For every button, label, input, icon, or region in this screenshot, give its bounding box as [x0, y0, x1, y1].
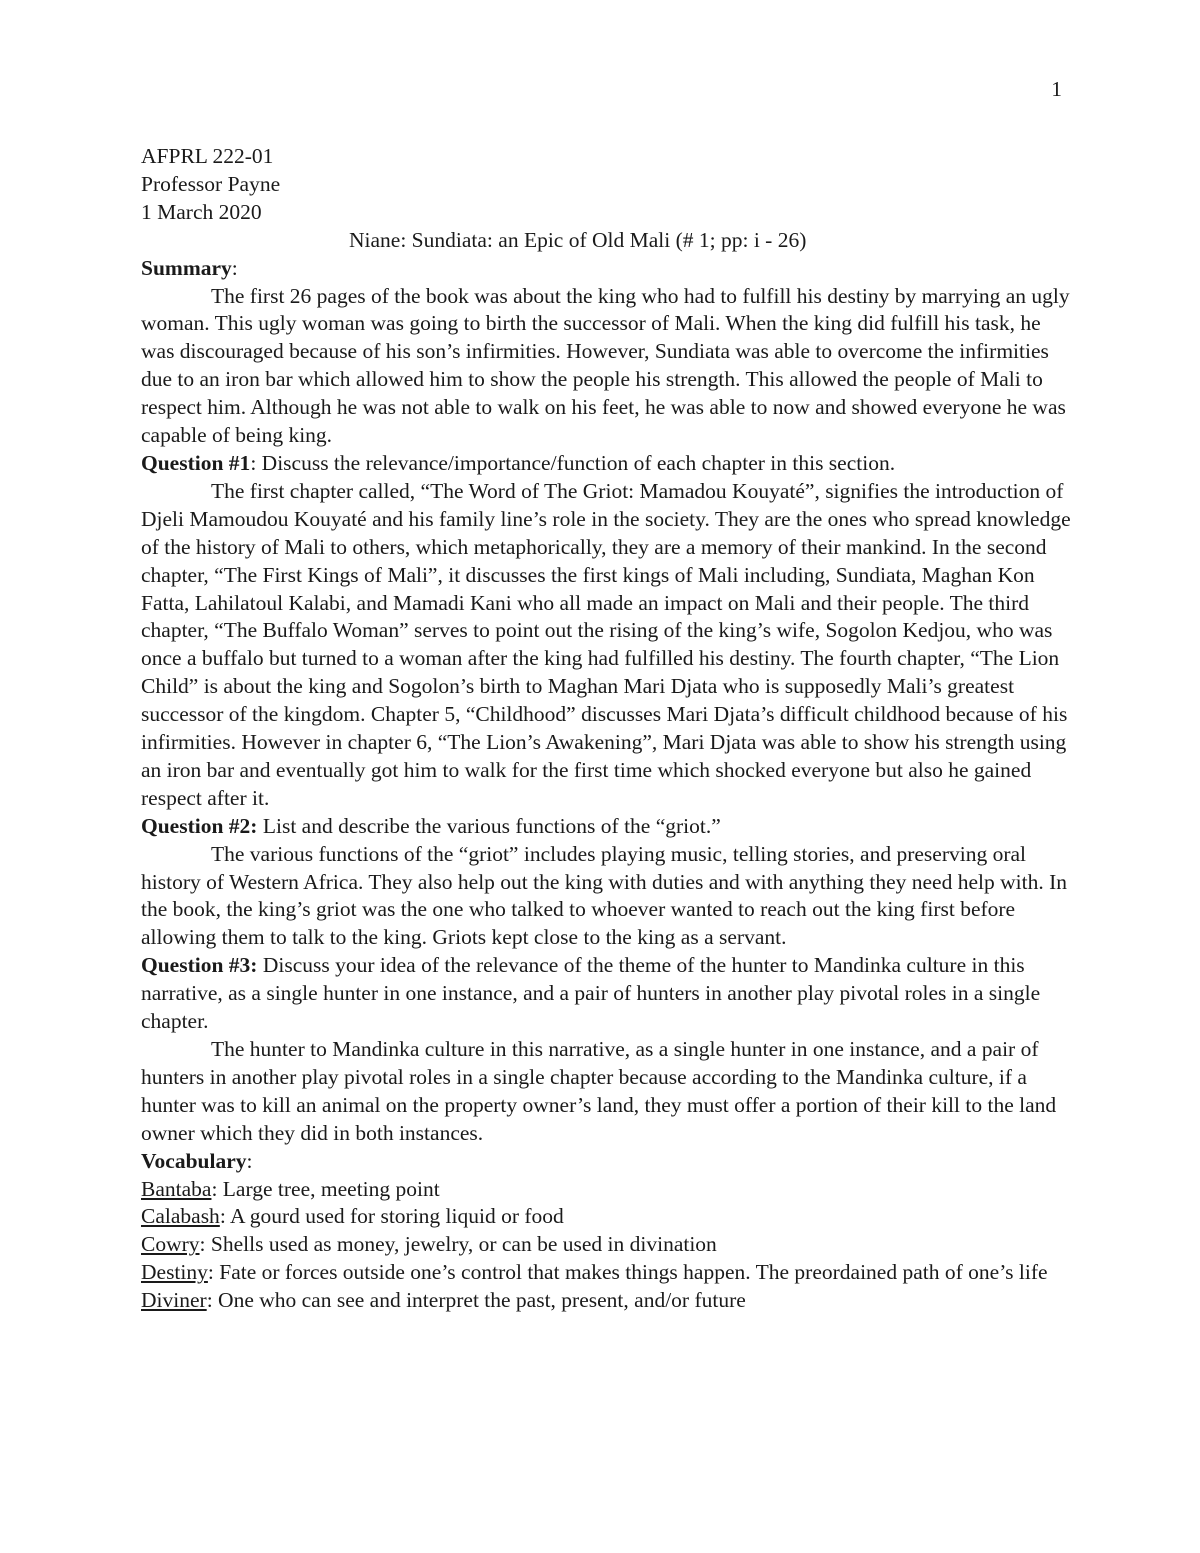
page-number: 1	[1051, 77, 1062, 101]
vocab-item-diviner	[141, 1287, 1071, 1315]
vocab-item-destiny	[141, 1259, 1071, 1287]
question-3-prompt	[141, 952, 1071, 1036]
vocab-item-calabash	[141, 1203, 1071, 1231]
vocab-definition: : Fate or forces outside one’s control that makes things happen. The preordained path of one’s life	[207, 1260, 1048, 1285]
vocabulary-heading-label: Vocabulary	[141, 1148, 247, 1173]
course-line: AFPRL 222-01	[141, 144, 274, 168]
question-2-text: List and describe the various functions of the “griot.”	[257, 813, 721, 838]
question-3-label: Question #3:	[141, 953, 258, 978]
document-body	[141, 143, 1071, 1315]
document-title: Niane: Sundiata: an Epic of Old Mali (# 1; pp: i - 26)	[349, 227, 807, 252]
question-1-prompt	[141, 450, 1071, 478]
question-2-answer: The various functions of the “griot” includes playing music, telling stories, and preserving oral history of Western Africa. They also help out the king with duties and with anything they need help with. In the book, the king’s griot was the one who talked to whoever wanted to reach out the king first before allowing them to talk to the king. Griots kept close to the king as a servant.	[141, 841, 1067, 950]
question-2-label: Question #2:	[141, 813, 258, 838]
vocab-term: Bantaba	[141, 1176, 212, 1201]
question-1-text: : Discuss the relevance/importance/function of each chapter in this section.	[250, 450, 896, 475]
summary-heading-suffix: :	[231, 255, 238, 280]
vocab-term: Destiny	[141, 1260, 208, 1285]
question-3-answer: The hunter to Mandinka culture in this narrative, as a single hunter in one instance, and a pair of hunters in another play pivotal roles in a single chapter because according to the Mandinka culture, if a hunter was to kill an animal on the property owner’s land, they must offer a portion of their kill to the land owner which they did in both instances.	[141, 1037, 1057, 1145]
question-1-label: Question #1	[141, 450, 251, 475]
vocab-item-bantaba	[141, 1176, 1071, 1204]
summary-heading	[141, 255, 1071, 283]
date-line: 1 March 2020	[141, 199, 262, 224]
vocabulary-heading-suffix: :	[246, 1148, 253, 1173]
summary-heading-label: Summary	[141, 255, 232, 280]
vocab-item-cowry	[141, 1231, 1071, 1259]
vocab-term: Calabash	[141, 1204, 220, 1229]
question-2-prompt	[141, 813, 1071, 841]
vocabulary-heading	[141, 1148, 1071, 1176]
vocab-term: Cowry	[141, 1232, 200, 1257]
vocab-definition: : Large tree, meeting point	[211, 1176, 440, 1201]
professor-line: Professor Payne	[141, 171, 281, 196]
question-1-answer: The first chapter called, “The Word of The Griot: Mamadou Kouyaté”, signifies the introduction of Djeli Mamoudou Kouyaté and his family line’s role in the society. They are the ones who spread knowledge of the history of Mali to others, which metaphorically, they are a memory of their mankind. In the second chapter, “The First Kings of Mali”, it discusses the first kings of Mali including, Sundiata, Maghan Kon Fatta, Lahilatoul Kalabi, and Mamadi Kani who all made an impact on Mali and their people. The third chapter, “The Buffalo Woman” serves to point out the rising of the king’s wife, Sogolon Kedjou, who was once a buffalo but turned to a woman after the king had fulfilled his destiny. The fourth chapter, “The Lion Child” is about the king and Sogolon’s birth to Maghan Mari Djata who is supposedly Mali’s greatest successor of the kingdom. Chapter 5, “Childhood” discusses Mari Djata’s difficult childhood because of his infirmities. However in chapter 6, “The Lion’s Awakening”, Mari Djata was able to show his strength using an iron bar and eventually got him to walk for the first time which shocked everyone but also he gained respect after it.	[141, 478, 1071, 810]
vocab-definition: : Shells used as money, jewelry, or can be used in divination	[199, 1232, 717, 1257]
question-3-text: Discuss your idea of the relevance of the theme of the hunter to Mandinka culture in this narrative, as a single hunter in one instance, and a pair of hunters in another play pivotal roles in a single chapter.	[141, 953, 1041, 1034]
vocab-definition: : One who can see and interpret the past, present, and/or future	[206, 1288, 746, 1313]
vocab-term: Diviner	[141, 1288, 207, 1313]
summary-text: The first 26 pages of the book was about the king who had to fulfill his destiny by marrying an ugly woman. This ugly woman was going to birth the successor of Mali. When the king did fulfill his task, he was discouraged because of his son’s infirmities. However, Sundiata was able to overcome the infirmities due to an iron bar which allowed him to show the people his strength. This allowed the people of Mali to respect him. Although he was not able to walk on his feet, he was able to now and showed everyone he was capable of being king.	[141, 283, 1070, 448]
vocab-definition: : A gourd used for storing liquid or food	[219, 1204, 564, 1229]
